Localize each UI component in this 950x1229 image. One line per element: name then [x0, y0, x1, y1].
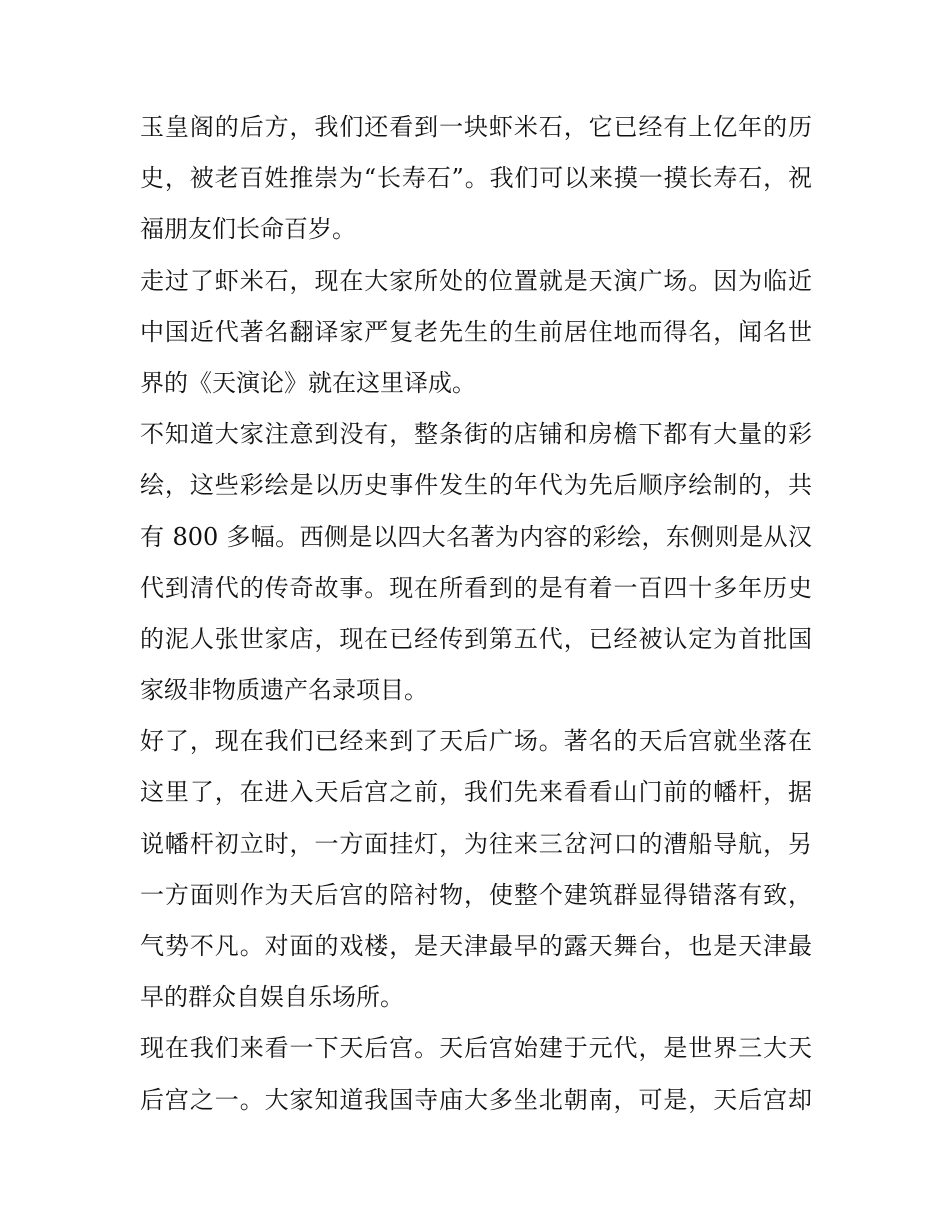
document-body: [140, 102, 812, 1126]
text-line: 福朋友们长命百岁。: [140, 215, 356, 244]
text-line: 早的群众自娱自乐场所。: [140, 983, 404, 1012]
text-line: 后宫之一。大家知道我国寺庙大多坐北朝南，可是，天后宫却: [140, 1085, 812, 1114]
text-line: 一方面则作为天后宫的陪衬物，使整个建筑群显得错落有致，: [140, 880, 812, 909]
text-line: 这里了，在进入天后宫之前，我们先来看看山门前的幡杆，据: [140, 778, 812, 807]
text-line: 好了，现在我们已经来到了天后广场。著名的天后宫就坐落在: [140, 727, 812, 756]
paragraph-shrimp-stone: [140, 102, 812, 256]
paragraph-tianhou-palace: [140, 1023, 812, 1125]
paragraph-street-paintings: [140, 409, 812, 716]
text-line: 代到清代的传奇故事。现在所看到的是有着一百四十多年历史: [140, 573, 812, 602]
text-line: 中国近代著名翻译家严复老先生的生前居住地而得名，闻名世: [140, 317, 812, 346]
text-line: 史，被老百姓推崇为“长寿石”。我们可以来摸一摸长寿石，祝: [140, 164, 812, 193]
text-line: 气势不凡。对面的戏楼，是天津最早的露天舞台，也是天津最: [140, 932, 812, 960]
paragraph-tianyan-square: [140, 256, 812, 410]
text-line: 有 800 多幅。西侧是以四大名著为内容的彩绘，东侧则是从汉: [140, 522, 812, 551]
paragraph-tianhou-square: [140, 716, 812, 1023]
text-line: 走过了虾米石，现在大家所处的位置就是天演广场。因为临近: [140, 266, 812, 295]
text-line: 的泥人张世家店，现在已经传到第五代，已经被认定为首批国: [140, 624, 812, 653]
text-line: 现在我们来看一下天后宫。天后宫始建于元代，是世界三大天: [140, 1034, 812, 1063]
text-line: 家级非物质遗产名录项目。: [140, 676, 428, 705]
text-line: 界的《天演论》就在这里译成。: [140, 368, 476, 397]
text-line: 不知道大家注意到没有，整条街的店铺和房檐下都有大量的彩: [140, 420, 812, 449]
text-line: 绘，这些彩绘是以历史事件发生的年代为先后顺序绘制的，共: [140, 471, 812, 500]
text-line: 玉皇阁的后方，我们还看到一块虾米石，它已经有上亿年的历: [140, 113, 812, 141]
text-line: 说幡杆初立时，一方面挂灯，为往来三岔河口的漕船导航，另: [140, 829, 812, 858]
